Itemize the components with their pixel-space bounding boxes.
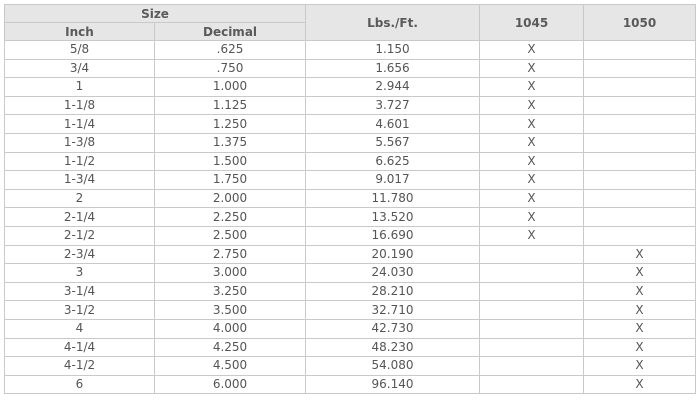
inch-cell: 3-1/4 — [5, 282, 155, 301]
grade-1050-cell: X — [584, 264, 696, 283]
lbs-ft-cell: 6.625 — [306, 152, 480, 171]
decimal-cell: 2.250 — [155, 208, 306, 227]
inch-cell: 1-1/4 — [5, 115, 155, 134]
grade-1050-cell: X — [584, 319, 696, 338]
inch-cell: 5/8 — [5, 41, 155, 60]
table-row — [5, 171, 696, 190]
lbs-ft-cell: 20.190 — [306, 245, 480, 264]
table-body — [5, 41, 696, 394]
table-row — [5, 78, 696, 97]
size-header: Size — [5, 5, 306, 23]
lbs-ft-cell: 13.520 — [306, 208, 480, 227]
table-row — [5, 115, 696, 134]
decimal-cell: 3.250 — [155, 282, 306, 301]
grade-1045-cell: X — [480, 208, 584, 227]
inch-cell: 4-1/2 — [5, 357, 155, 376]
inch-cell: 3/4 — [5, 59, 155, 78]
grade-1050-cell — [584, 115, 696, 134]
grade-1050-cell — [584, 59, 696, 78]
grade-1045-cell — [480, 319, 584, 338]
decimal-cell: 2.500 — [155, 226, 306, 245]
lbs-ft-cell: 28.210 — [306, 282, 480, 301]
lbs-ft-cell: 5.567 — [306, 133, 480, 152]
inch-cell: 2-1/2 — [5, 226, 155, 245]
table-row — [5, 41, 696, 60]
grade-1045-cell: X — [480, 78, 584, 97]
inch-header: Inch — [5, 23, 155, 41]
inch-cell: 3 — [5, 264, 155, 283]
inch-cell: 4 — [5, 319, 155, 338]
lbs-ft-cell: 1.150 — [306, 41, 480, 60]
grade-1045-cell: X — [480, 59, 584, 78]
inch-cell: 1-1/8 — [5, 96, 155, 115]
inch-cell: 1 — [5, 78, 155, 97]
lbs-ft-header: Lbs./Ft. — [306, 5, 480, 41]
grade-1045-cell: X — [480, 226, 584, 245]
grade-1045-cell: X — [480, 133, 584, 152]
decimal-cell: 6.000 — [155, 375, 306, 394]
table-row — [5, 282, 696, 301]
grade-1050-cell: X — [584, 357, 696, 376]
decimal-cell: 1.125 — [155, 96, 306, 115]
table-row — [5, 301, 696, 320]
grade-1050-header: 1050 — [584, 5, 696, 41]
table-row — [5, 338, 696, 357]
lbs-ft-cell: 48.230 — [306, 338, 480, 357]
grade-1050-cell — [584, 208, 696, 227]
grade-1045-cell — [480, 338, 584, 357]
decimal-cell: 2.000 — [155, 189, 306, 208]
table-row — [5, 59, 696, 78]
grade-1045-cell — [480, 301, 584, 320]
grade-1045-cell — [480, 357, 584, 376]
table-row — [5, 96, 696, 115]
decimal-cell: 2.750 — [155, 245, 306, 264]
grade-1050-cell — [584, 78, 696, 97]
grade-1050-cell: X — [584, 301, 696, 320]
grade-1050-cell: X — [584, 338, 696, 357]
grade-1050-cell — [584, 96, 696, 115]
inch-cell: 1-3/8 — [5, 133, 155, 152]
table-row — [5, 189, 696, 208]
inch-cell: 2-1/4 — [5, 208, 155, 227]
lbs-ft-cell: 3.727 — [306, 96, 480, 115]
inch-cell: 6 — [5, 375, 155, 394]
table-row — [5, 375, 696, 394]
decimal-cell: 1.375 — [155, 133, 306, 152]
grade-1050-cell — [584, 226, 696, 245]
lbs-ft-cell: 1.656 — [306, 59, 480, 78]
inch-cell: 2-3/4 — [5, 245, 155, 264]
lbs-ft-cell: 42.730 — [306, 319, 480, 338]
grade-1050-cell — [584, 171, 696, 190]
grade-1050-cell — [584, 152, 696, 171]
grade-1045-cell — [480, 264, 584, 283]
grade-1050-cell: X — [584, 375, 696, 394]
decimal-cell: .625 — [155, 41, 306, 60]
grade-1045-cell — [480, 282, 584, 301]
table-row — [5, 245, 696, 264]
lbs-ft-cell: 16.690 — [306, 226, 480, 245]
grade-1050-cell — [584, 189, 696, 208]
decimal-cell: 4.250 — [155, 338, 306, 357]
grade-1045-cell: X — [480, 96, 584, 115]
grade-1045-cell — [480, 245, 584, 264]
steel-size-table — [4, 4, 696, 394]
inch-cell: 2 — [5, 189, 155, 208]
grade-1045-cell: X — [480, 41, 584, 60]
decimal-cell: 1.000 — [155, 78, 306, 97]
lbs-ft-cell: 54.080 — [306, 357, 480, 376]
lbs-ft-cell: 2.944 — [306, 78, 480, 97]
grade-1045-header: 1045 — [480, 5, 584, 41]
lbs-ft-cell: 4.601 — [306, 115, 480, 134]
grade-1045-cell — [480, 375, 584, 394]
decimal-cell: 4.500 — [155, 357, 306, 376]
lbs-ft-cell: 24.030 — [306, 264, 480, 283]
lbs-ft-cell: 96.140 — [306, 375, 480, 394]
decimal-cell: .750 — [155, 59, 306, 78]
lbs-ft-cell: 32.710 — [306, 301, 480, 320]
grade-1045-cell: X — [480, 189, 584, 208]
lbs-ft-cell: 11.780 — [306, 189, 480, 208]
decimal-cell: 1.750 — [155, 171, 306, 190]
decimal-header: Decimal — [155, 23, 306, 41]
decimal-cell: 1.500 — [155, 152, 306, 171]
table-row — [5, 226, 696, 245]
decimal-cell: 1.250 — [155, 115, 306, 134]
grade-1050-cell — [584, 41, 696, 60]
inch-cell: 1-1/2 — [5, 152, 155, 171]
decimal-cell: 3.000 — [155, 264, 306, 283]
grade-1050-cell: X — [584, 282, 696, 301]
table-row — [5, 152, 696, 171]
decimal-cell: 4.000 — [155, 319, 306, 338]
table-row — [5, 357, 696, 376]
table-row — [5, 264, 696, 283]
table-container — [4, 4, 695, 394]
grade-1050-cell — [584, 133, 696, 152]
table-row — [5, 208, 696, 227]
grade-1050-cell: X — [584, 245, 696, 264]
grade-1045-cell: X — [480, 152, 584, 171]
inch-cell: 4-1/4 — [5, 338, 155, 357]
inch-cell: 1-3/4 — [5, 171, 155, 190]
grade-1045-cell: X — [480, 115, 584, 134]
grade-1045-cell: X — [480, 171, 584, 190]
table-row — [5, 319, 696, 338]
decimal-cell: 3.500 — [155, 301, 306, 320]
table-row — [5, 133, 696, 152]
lbs-ft-cell: 9.017 — [306, 171, 480, 190]
inch-cell: 3-1/2 — [5, 301, 155, 320]
